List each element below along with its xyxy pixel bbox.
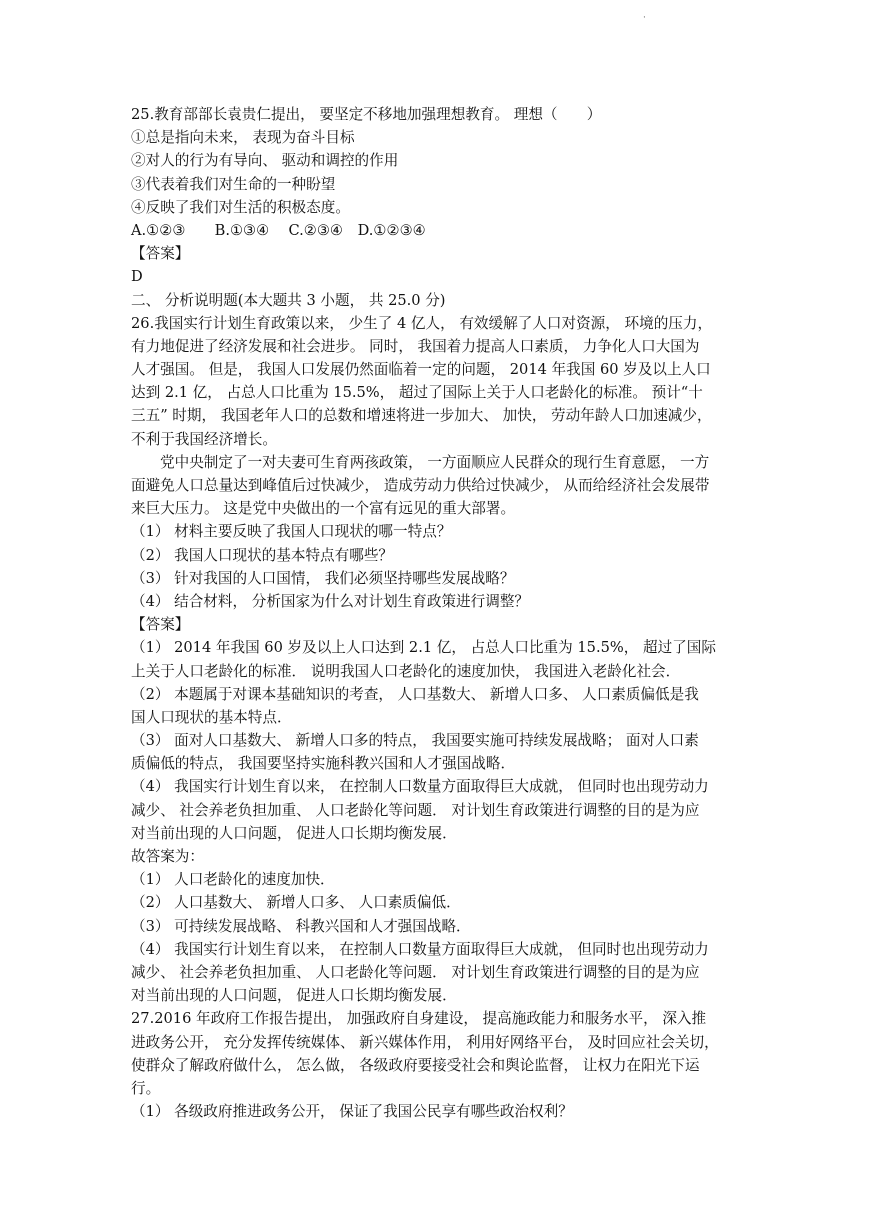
q26-material-line: 有力地促进了经济发展和社会进步。 同时， 我国着力提高人口素质， 力争化人口大国为: [131, 337, 700, 355]
q25-option-1: ①总是指向未来， 表现为奋斗目标: [131, 129, 355, 147]
q27-material-line: 进政务公开， 充分发挥传统媒体、 新兴媒体作用， 利用好网络平台， 及时回应社会关切，: [131, 1033, 719, 1051]
q26-subquestion-4: （4） 结合材料， 分析国家为什么对计划生育政策进行调整？: [131, 592, 530, 610]
q26-answer-line: （2） 本题属于对课本基础知识的考查， 人口基数大、 新增人口多、 人口素质偏低是我: [131, 685, 699, 703]
q25-stem: 25.教育部部长袁贵仁提出， 要坚定不移地加强理想教育。 理想（ ）: [131, 106, 602, 123]
document-body: [131, 103, 738, 1123]
q26-material-line: 26.我国实行计划生育政策以来， 少生了 4 亿人， 有效缓解了人口对资源， 环境的压力，: [131, 314, 713, 332]
q25-answer-heading: 【答案】: [131, 245, 190, 263]
q26-answer-line: （3） 面对人口基数大、 新增人口多的特点， 我国要实施可持续发展战略； 面对人口素: [131, 732, 699, 750]
q26-answer-heading: 【答案】: [131, 616, 190, 634]
section-heading: 二、 分析说明题(本大题共 3 小题， 共 25.0 分): [131, 291, 446, 309]
q26-summary-line: （2） 人口基数大、 新增人口多、 人口素质偏低．: [131, 894, 461, 912]
page-mark: ·: [643, 13, 646, 23]
q25-option-3: ③代表着我们对生命的一种盼望: [131, 175, 336, 193]
q26-material-line: 党中央制定了一对夫妻可生育两孩政策， 一方面顺应人民群众的现行生育意愿， 一方: [160, 453, 710, 471]
q26-answer-line: （1） 2014 年我国 60 岁及以上人口达到 2.1 亿， 占总人口比重为 15.5%， 超过了国际: [131, 639, 716, 657]
q26-material-line: 三五” 时期， 我国老年人口的总数和增速将进一步加大、 加快， 劳动年龄人口加速减少，: [131, 407, 712, 425]
q25-option-2: ②对人的行为有导向、 驱动和调控的作用: [131, 152, 399, 170]
q27-material-line: 27.2016 年政府工作报告提出， 加强政府自身建设， 提高施政能力和服务水平， 深入推: [131, 1010, 707, 1028]
q26-subquestion-1: （1） 材料主要反映了我国人口现状的哪一特点？: [131, 523, 452, 541]
q26-summary-line: （1） 人口老龄化的速度加快．: [131, 871, 335, 889]
q26-summary-heading: 故答案为：: [131, 848, 204, 865]
q26-summary-line: （3） 可持续发展战略、 科教兴国和人才强国战略．: [131, 917, 471, 935]
q26-material-line: 不利于我国经济增长。: [131, 430, 277, 448]
q26-material-line: 达到 2.1 亿， 占总人口比重为 15.5%， 超过了国际上关于人口老龄化的标准。 预计“十: [131, 384, 703, 402]
q26-answer-line: 国人口现状的基本特点．: [131, 708, 292, 726]
q26-answer-line: （4） 我国实行计划生育以来， 在控制人口数量方面取得巨大成就， 但同时也出现劳动力: [131, 778, 709, 796]
q26-subquestion-3: （3） 针对我国的人口国情， 我们必须坚持哪些发展战略？: [131, 569, 515, 587]
q26-answer-line: 减少、 社会养老负担加重、 人口老龄化等问题． 对计划生育政策进行调整的目的是为应: [131, 801, 700, 819]
q26-material-line: 人才强国。 但是， 我国人口发展仍然面临着一定的问题， 2014 年我国 60 岁及以上人口: [131, 361, 711, 379]
q25-option-4: ④反映了我们对生活的积极态度。: [131, 198, 350, 216]
q26-summary-line: （4） 我国实行计划生育以来， 在控制人口数量方面取得巨大成就， 但同时也出现劳动力: [131, 940, 709, 958]
q26-summary-line: 减少、 社会养老负担加重、 人口老龄化等问题． 对计划生育政策进行调整的目的是为应: [131, 963, 700, 981]
q25-choices: A.①②③ B.①③④ C.②③④ D.①②③④: [131, 221, 426, 239]
q25-answer: D: [131, 268, 143, 286]
q26-material-line: 来巨大压力。 这是党中央做出的一个富有远见的重大部署。: [131, 500, 516, 518]
q26-summary-line: 对当前出现的人口问题， 促进人口长期均衡发展．: [131, 987, 457, 1005]
q27-material-line: 行。: [131, 1079, 161, 1097]
q26-answer-line: 质偏低的特点， 我国要坚持实施科教兴国和人才强国战略．: [131, 755, 516, 773]
q26-material-line: 面避免人口总量达到峰值后过快减少， 造成劳动力供给过快减少， 从而给经济社会发展带: [131, 477, 710, 494]
q26-answer-line: 对当前出现的人口问题， 促进人口长期均衡发展．: [131, 824, 457, 842]
q26-subquestion-2: （2） 我国人口现状的基本特点有哪些？: [131, 546, 394, 564]
q26-answer-line: 上关于人口老龄化的标准． 说明我国人口老龄化的速度加快， 我国进入老龄化社会．: [131, 662, 681, 680]
q27-subquestion-1: （1） 各级政府推进政务公开， 保证了我国公民享有哪些政治权利？: [131, 1103, 573, 1121]
q27-material-line: 使群众了解政府做什么， 怎么做， 各级政府要接受社会和舆论监督， 让权力在阳光下运: [131, 1056, 700, 1074]
